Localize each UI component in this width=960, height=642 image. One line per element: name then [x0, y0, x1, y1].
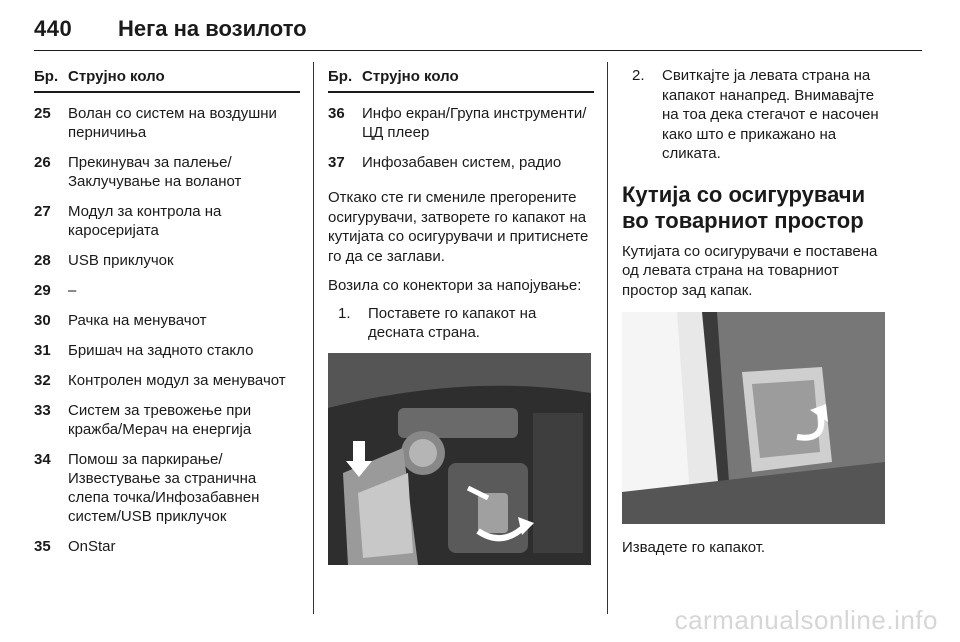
circuit-description: USB приклучок: [68, 252, 174, 269]
circuit-description: Прекинувач за палење/ Заклучување на воланот: [68, 154, 242, 190]
circuit-description: Инфозабавен систем, радио: [362, 154, 562, 171]
circuit-description: Модул за контрола на каросеријата: [68, 203, 222, 239]
page-title: Нега на возилото: [118, 16, 307, 41]
table-header: [328, 64, 594, 93]
fuse-number: 32: [34, 372, 51, 389]
cargo-fuse-cover-illustration: [622, 312, 885, 524]
table-row: [34, 450, 300, 526]
table-row: [34, 371, 300, 390]
circuit-description: Волан со систем на воздушни перничиња: [68, 105, 277, 141]
circuit-description: Бришач на задното стакло: [68, 342, 254, 359]
fuse-number: 28: [34, 252, 51, 269]
step-text: Поставете го капакот на десната страна.: [368, 304, 537, 341]
fuse-number: 37: [328, 154, 345, 171]
fuse-number: 31: [34, 342, 51, 359]
header-rule: [34, 50, 922, 51]
fuse-number: 33: [34, 402, 51, 419]
table-row: [34, 341, 300, 360]
table-row: [34, 401, 300, 439]
fuse-number: 35: [34, 538, 51, 555]
col-header-circuit: Струјно коло: [68, 68, 165, 85]
fuse-number: 34: [34, 451, 51, 468]
fuse-table-left: [34, 64, 300, 556]
table-row: [34, 104, 300, 142]
console-cover-illustration: [328, 353, 591, 565]
col-header-circuit: Струјно коло: [362, 68, 459, 85]
circuit-description: Инфо екран/Група инструменти/ЦД плеер: [362, 105, 587, 141]
step-number: 1.: [338, 304, 351, 322]
circuit-description: OnStar: [68, 538, 116, 555]
step-text: Свиткајте ја левата страна на капакот нанапред. Внимавајте на тоа дека стегачот е насочен како што е прикажано на сликата.: [662, 67, 879, 162]
page-number: 440: [34, 16, 73, 41]
watermark: carmanualsonline.info: [674, 605, 938, 635]
step-2: [622, 66, 888, 164]
circuit-description: –: [68, 282, 77, 299]
table-row: [328, 153, 594, 172]
circuit-description: Систем за тревожење при кражба/Мерач на енергија: [68, 402, 252, 438]
column-divider-1: [313, 62, 314, 614]
fuse-number: 27: [34, 203, 51, 220]
fuse-number: 25: [34, 105, 51, 122]
circuit-description: Рачка на менувачот: [68, 312, 207, 329]
table-row: [34, 537, 300, 556]
table-row: [34, 251, 300, 270]
table-row: [34, 153, 300, 191]
fuse-number: 26: [34, 154, 51, 171]
paragraph-close-cover: Откако сте ги смениле прегорените осигурувачи, затворете го капакот на кутијата со осигурувачи и притиснете го да се заглави.: [328, 189, 589, 265]
table-row: [328, 104, 594, 142]
col-header-number: Бр.: [328, 68, 353, 85]
column-divider-2: [607, 62, 608, 614]
column-right: [622, 66, 888, 558]
paragraph-fuse-location: Кутијата со осигурувачи е поставена од левата страна на товарниот простор зад капак.: [622, 242, 878, 299]
paragraph-remove-cover: Извадете го капакот.: [622, 539, 766, 556]
paragraph-power-connectors: Возила со конектори за напојување:: [328, 277, 582, 294]
table-row: [34, 311, 300, 330]
fuse-number: 30: [34, 312, 51, 329]
fuse-number: 29: [34, 282, 51, 299]
column-middle: [328, 64, 594, 565]
table-row: [34, 281, 300, 300]
table-row: [34, 202, 300, 240]
circuit-description: Помош за паркирање/ Известување за странична слепа точка/Инфозабавнен систем/USB приклучок: [68, 451, 260, 525]
step-number: 2.: [632, 67, 645, 84]
fuse-number: 36: [328, 105, 345, 122]
col-header-number: Бр.: [34, 68, 59, 85]
circuit-description: Контролен модул за менувачот: [68, 372, 286, 389]
step-1: [328, 304, 594, 343]
section-heading: Кутија со осигурувачи во товарниот простор: [622, 181, 866, 233]
table-header: [34, 64, 300, 93]
